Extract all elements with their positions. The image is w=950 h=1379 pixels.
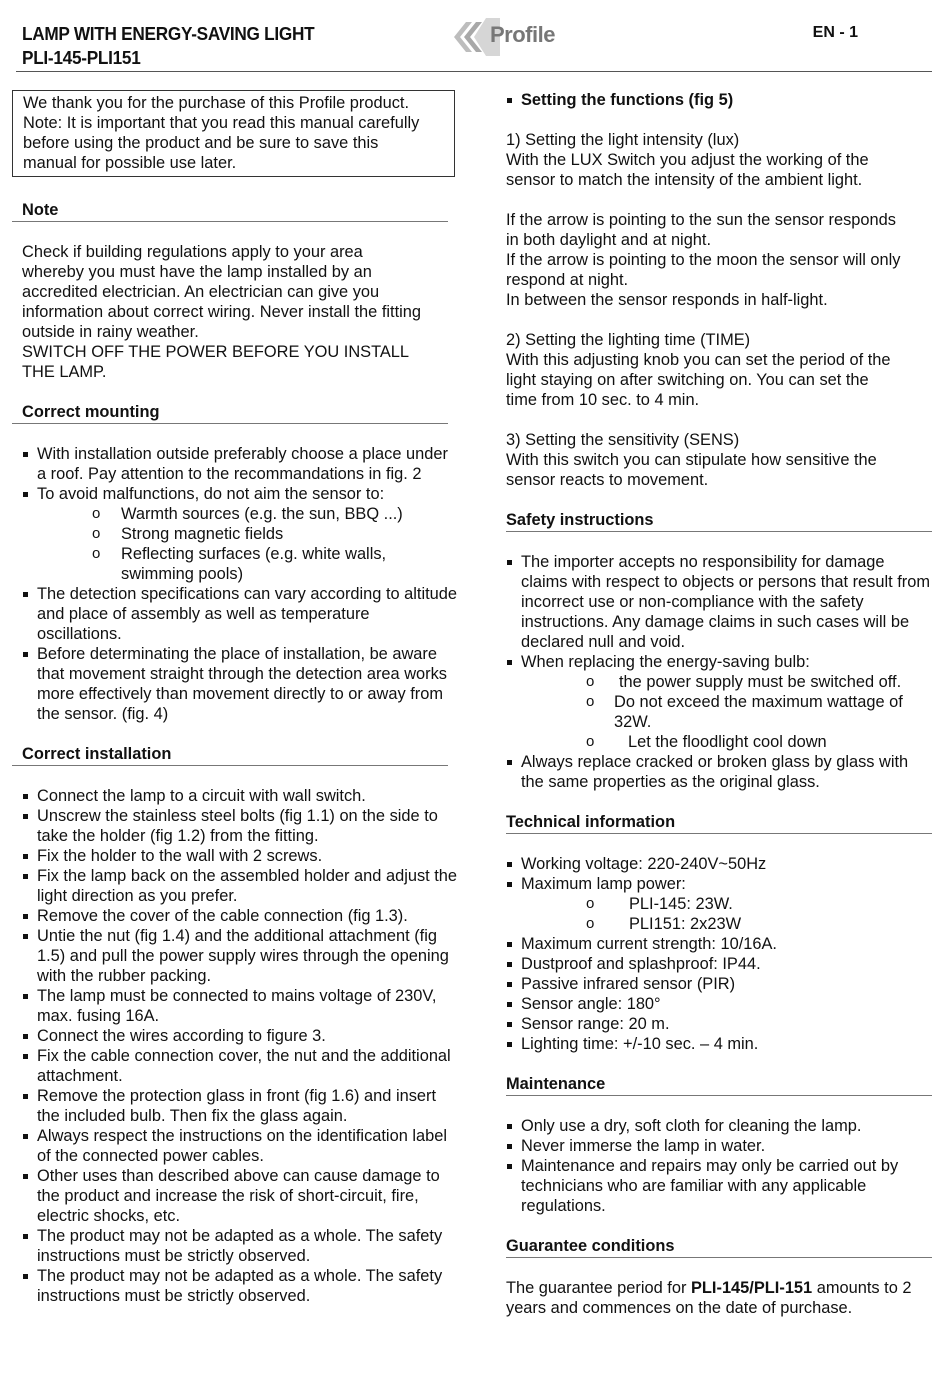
time-line: time from 10 sec. to 4 min. — [506, 391, 700, 409]
list-item: To avoid malfunctions, do not aim the sensor to: — [22, 484, 458, 504]
functions-heading: Setting the functions (fig 5) — [506, 90, 932, 110]
list-item: Remove the protection glass in front (fig 1.6) and insert the included bulb. Then fix the glass again. — [22, 1086, 458, 1126]
list-item: Working voltage: 220-240V~50Hz — [506, 854, 932, 874]
list-item: The detection specifications can vary according to altitude and place of assembly as well as temperature oscillations. — [22, 584, 458, 644]
mounting-list-continued — [12, 584, 458, 724]
note-line: accredited electrician. An electrician can give you — [22, 283, 380, 301]
list-item: The product may not be adapted as a whole. The safety instructions must be strictly observed. — [22, 1226, 458, 1266]
list-item: Always replace cracked or broken glass by glass with the same properties as the original glass. — [506, 752, 932, 792]
lux-line: In between the sensor responds in half-light. — [506, 291, 828, 309]
guarantee-text-post: amounts to 2 years and commences on the date of purchase. — [506, 1279, 912, 1317]
technical-heading: Technical information — [506, 812, 932, 834]
note-line: information about correct wiring. Never install the fitting — [22, 303, 422, 321]
list-item: Passive infrared sensor (PIR) — [506, 974, 932, 994]
technical-sublist — [506, 894, 932, 934]
note-line: whereby you must have the lamp installed by an — [22, 263, 372, 281]
list-item: Only use a dry, soft cloth for cleaning the lamp. — [506, 1116, 932, 1136]
list-item: Fix the cable connection cover, the nut and the additional attachment. — [22, 1046, 458, 1086]
list-item: Always respect the instructions on the identification label of the connected power cables. — [22, 1126, 458, 1166]
list-item: The importer accepts no responsibility for damage claims with respect to objects or persons that result from incorrect use or non-compliance with the safety instructions. Any damage claims in such cases will be declared null and void. — [506, 552, 932, 652]
list-item: Remove the cover of the cable connection (fig 1.3). — [22, 906, 458, 926]
intro-box — [12, 90, 455, 177]
guarantee-model-1: PLI-145 — [690, 1279, 750, 1297]
list-item: Fix the holder to the wall with 2 screws. — [22, 846, 458, 866]
list-item: When replacing the energy-saving bulb: — [506, 652, 932, 672]
maintenance-heading: Maintenance — [506, 1074, 932, 1096]
page-number: EN - 1 — [812, 24, 858, 41]
guarantee-text-pre: The guarantee period for — [506, 1279, 691, 1297]
guarantee-model-2: PLI-151 — [753, 1279, 813, 1297]
guarantee-heading: Guarantee conditions — [506, 1236, 932, 1258]
list-item: Maintenance and repairs may only be carried out by technicians who are familiar with any applicable regulations. — [506, 1156, 932, 1216]
note-line: SWITCH OFF THE POWER BEFORE YOU INSTALL — [22, 343, 410, 361]
list-item: Connect the wires according to figure 3. — [22, 1026, 458, 1046]
safety-list-continued — [506, 752, 932, 792]
header-rule — [16, 71, 932, 72]
mounting-sublist — [12, 504, 458, 584]
sub-list-item: o Let the floodlight cool down — [506, 732, 932, 752]
title-line-1: LAMP WITH ENERGY-SAVING LIGHT — [22, 23, 315, 44]
mounting-heading: Correct mounting — [12, 402, 448, 424]
page-header — [0, 0, 950, 74]
sens-line: With this switch you can stipulate how sensitive the — [506, 451, 877, 469]
note-line: outside in rainy weather. — [22, 323, 199, 341]
list-item: The product may not be adapted as a whole. The safety instructions must be strictly observed. — [22, 1266, 458, 1306]
document-title — [22, 22, 314, 70]
list-item: Maximum current strength: 10/16A. — [506, 934, 932, 954]
list-item: Sensor angle: 180° — [506, 994, 932, 1014]
installation-heading: Correct installation — [12, 744, 448, 766]
list-item: Lighting time: +/-10 sec. – 4 min. — [506, 1034, 932, 1054]
logo-wordmark: Profile — [490, 22, 555, 47]
sub-list-item: o Do not exceed the maximum wattage of 32W. — [506, 692, 914, 732]
intro-line: Note: It is important that you read this manual carefully — [23, 114, 420, 132]
lux-line: sensor to match the intensity of the ambient light. — [506, 171, 863, 189]
lux-line: If the arrow is pointing to the moon the sensor will only — [506, 251, 901, 269]
list-item: Sensor range: 20 m. — [506, 1014, 932, 1034]
list-item: Maximum lamp power: — [506, 874, 932, 894]
list-item: Unscrew the stainless steel bolts (fig 1.1) on the side to take the holder (fig 1.2) from the fitting. — [22, 806, 458, 846]
lux-line: respond at night. — [506, 271, 629, 289]
list-item: The lamp must be connected to mains voltage of 230V, max. fusing 16A. — [22, 986, 458, 1026]
sub-list-item: o PLI151: 2x23W — [506, 914, 932, 934]
sens-heading: 3) Setting the sensitivity (SENS) — [506, 431, 740, 449]
sens-line: sensor reacts to movement. — [506, 471, 709, 489]
safety-heading: Safety instructions — [506, 510, 932, 532]
list-item: Untie the nut (fig 1.4) and the additional attachment (fig 1.5) and pull the power supply wires through the opening with the rubber packing. — [22, 926, 458, 986]
sub-list-item: o Warmth sources (e.g. the sun, BBQ ...) — [12, 504, 458, 524]
lux-heading: 1) Setting the light intensity (lux) — [506, 131, 740, 149]
sub-list-item: o PLI-145: 23W. — [506, 894, 932, 914]
note-line: THE LAMP. — [22, 363, 107, 381]
technical-list — [506, 854, 932, 894]
profile-logo — [450, 12, 566, 62]
note-text — [12, 242, 458, 382]
guarantee-slash: / — [749, 1279, 754, 1297]
intro-line: manual for possible use later. — [23, 154, 237, 172]
left-column — [12, 90, 458, 1306]
lux-line: With the LUX Switch you adjust the working of the — [506, 151, 869, 169]
sub-list-item: o Reflecting surfaces (e.g. white walls, swimming pools) — [12, 544, 421, 584]
list-item: Connect the lamp to a circuit with wall switch. — [22, 786, 458, 806]
list-item: Other uses than described above can cause damage to the product and increase the risk of short-circuit, fire, electric shocks, etc. — [22, 1166, 458, 1226]
title-line-2: PLI-145-PLI151 — [22, 47, 141, 68]
safety-list — [506, 552, 932, 672]
sub-list-item: o the power supply must be switched off. — [506, 672, 909, 692]
lux-line: in both daylight and at night. — [506, 231, 712, 249]
functions-text — [506, 130, 932, 490]
installation-list — [12, 786, 458, 1306]
right-column — [506, 90, 932, 1318]
note-line: Check if building regulations apply to your area — [22, 243, 363, 261]
list-item: Fix the lamp back on the assembled holder and adjust the light direction as you prefer. — [22, 866, 458, 906]
intro-line: before using the product and be sure to save this — [23, 134, 379, 152]
safety-sublist — [506, 672, 932, 752]
lux-line: If the arrow is pointing to the sun the sensor responds — [506, 211, 896, 229]
guarantee-text — [506, 1278, 932, 1318]
sub-list-item: o Strong magnetic fields — [12, 524, 458, 544]
time-line: light staying on after switching on. You can set the — [506, 371, 869, 389]
time-line: With this adjusting knob you can set the period of the — [506, 351, 891, 369]
mounting-list — [12, 444, 458, 504]
list-item: Never immerse the lamp in water. — [506, 1136, 932, 1156]
maintenance-list — [506, 1116, 932, 1216]
list-item: Dustproof and splashproof: IP44. — [506, 954, 932, 974]
note-heading: Note — [12, 200, 448, 222]
list-item: With installation outside preferably choose a place under a roof. Pay attention to the recommandations in fig. 2 — [22, 444, 458, 484]
list-item: Before determinating the place of installation, be aware that movement straight through the detection area works more effectively than movement directly to or away from the sensor. (fig. 4) — [22, 644, 458, 724]
time-heading: 2) Setting the lighting time (TIME) — [506, 331, 751, 349]
intro-line: We thank you for the purchase of this Profile product. — [23, 94, 409, 112]
technical-list-continued — [506, 934, 932, 1054]
